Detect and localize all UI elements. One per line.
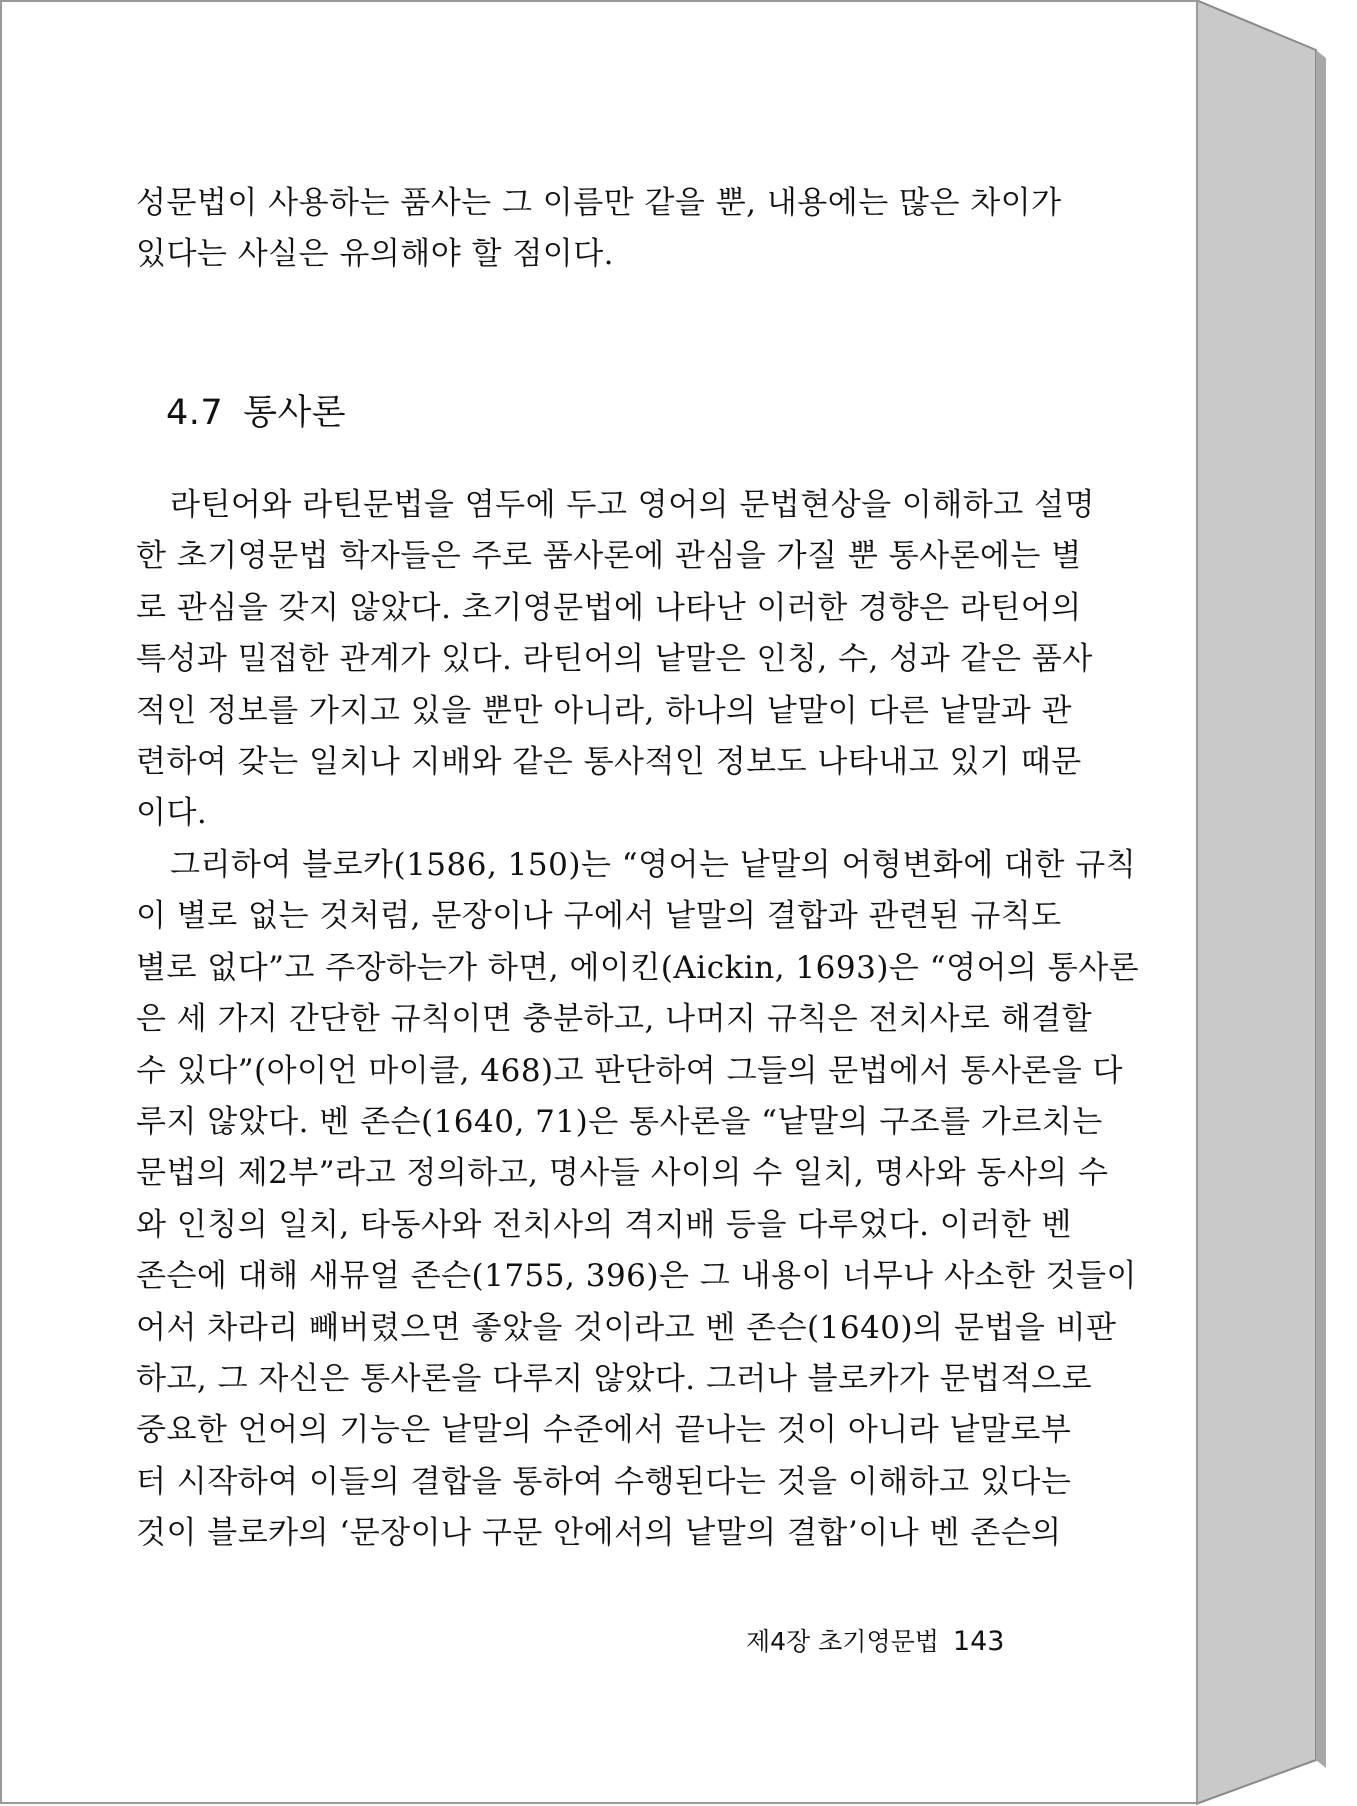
paragraph-1 [136,480,1095,840]
text-line: 한 초기영문법 학자들은 주로 품사론에 관심을 가질 뿐 통사론에는 별 [136,538,1082,575]
text-line: 련하여 갖는 일치나 지배와 같은 통사적인 정보도 나타내고 있기 때문 [136,743,1082,780]
text-line: 어서 차라리 빼버렸으면 좋았을 것이라고 벤 존슨(1640)의 문법을 비판 [136,1309,1117,1346]
section-number: 4.7 [166,393,224,433]
text-line: 수 있다”(아이언 마이클, 468)고 판단하여 그들의 문법에서 통사론을 다 [136,1052,1123,1089]
section-title: 통사론 [243,393,347,433]
text-line: 있다는 사실은 유의해야 할 점이다. [136,236,615,273]
text-line: 이 별로 없는 것처럼, 문장이나 구에서 낱말의 결합과 관련된 규칙도 [136,898,1062,935]
running-footer [746,1622,1005,1658]
text-line: 문법의 제2부”라고 정의하고, 명사들 사이의 수 일치, 명사와 동사의 수 [136,1155,1109,1192]
text-line: 그리하여 블로카(1586, 150)는 “영어는 낱말의 어형변화에 대한 규칙 [170,847,1137,883]
text-line: 루지 않았다. 벤 존슨(1640, 71)은 통사론을 “낱말의 구조를 가르치는 [136,1103,1103,1140]
text-line: 특성과 밀접한 관계가 있다. 라틴어의 낱말은 인칭, 수, 성과 같은 품사 [136,641,1093,678]
text-line: 터 시작하여 이들의 결합을 통하여 수행된다는 것을 이해하고 있다는 [136,1463,1072,1500]
paragraph-2 [136,840,1140,1559]
text-line: 라틴어와 라틴문법을 염두에 두고 영어의 문법현상을 이해하고 설명 [170,487,1095,523]
text-line: 별로 없다”고 주장하는가 하면, 에이킨(Aickin, 1693)은 “영어의 통사론 [136,949,1140,986]
text-line: 하고, 그 자신은 통사론을 다루지 않았다. 그러나 블로카가 문법적으로 [136,1360,1093,1397]
section-heading [166,385,346,435]
text-line: 적인 정보를 가지고 있을 뿐만 아니라, 하나의 낱말이 다른 낱말과 관 [136,692,1072,729]
text-line: 것이 블로카의 ‘문장이나 구문 안에서의 낱말의 결합’이나 벤 존슨의 [136,1515,1062,1552]
text-line: 이다. [136,795,208,832]
text-line: 성문법이 사용하는 품사는 그 이름만 같을 뿐, 내용에는 많은 차이가 [136,185,1062,221]
text-line: 은 세 가지 간단한 규칙이면 충분하고, 나머지 규칙은 전치사로 해결할 [136,1001,1093,1038]
intro-paragraph [136,178,1062,281]
page-number: 143 [952,1626,1005,1657]
text-line: 존슨에 대해 새뮤얼 존슨(1755, 396)은 그 내용이 너무나 사소한 것들이 [136,1258,1137,1295]
chapter-label: 제4장 초기영문법 [746,1627,939,1656]
text-line: 와 인칭의 일치, 타동사와 전치사의 격지배 등을 다루었다. 이러한 벤 [136,1206,1072,1243]
text-line: 로 관심을 갖지 않았다. 초기영문법에 나타난 이러한 경향은 라틴어의 [136,589,1082,626]
text-line: 중요한 언어의 기능은 낱말의 수준에서 끝나는 것이 아니라 낱말로부 [136,1412,1072,1449]
